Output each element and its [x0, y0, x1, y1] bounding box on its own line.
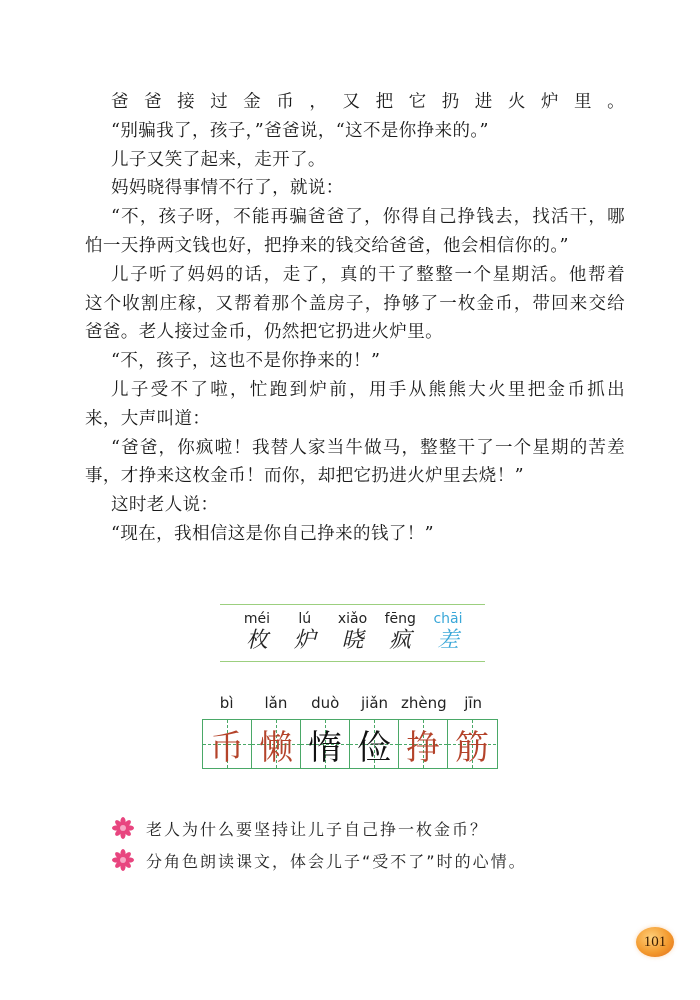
story-passage: [85, 88, 625, 549]
pinyin: jīn: [464, 694, 483, 712]
hanzi: 懒: [259, 727, 293, 768]
text-line: “不，孩子，这也不是你挣来的！”: [111, 351, 381, 372]
pinyin: fēng: [384, 611, 416, 627]
pinyin: lǎn: [264, 694, 288, 712]
page-number: 101: [643, 933, 667, 950]
hanzi: 筋: [455, 727, 489, 768]
hanzi: 炉: [293, 628, 316, 653]
text-line: “现在，我相信这是你自己挣来的钱了！”: [111, 523, 434, 544]
tianzige-grid: [202, 719, 498, 769]
pinyin: méi: [243, 611, 271, 627]
grid-cell: [350, 720, 399, 768]
pinyin: duò: [311, 694, 340, 712]
write-characters-section: [202, 695, 498, 769]
grid-cell: [203, 720, 252, 768]
grid-cell: [448, 720, 496, 768]
text-line: 来，大声叫道：: [85, 408, 211, 429]
vocab-item: [330, 611, 376, 655]
text-line: 儿子受不了啦，忙跑到炉前，用手从熊熊大火里把金币抓出: [111, 379, 625, 400]
divider-bottom: [220, 661, 485, 662]
text-line: 爸爸接过金币，又把它扔进火炉里。: [111, 92, 625, 112]
text-line: 儿子又笑了起来，走开了。: [111, 149, 326, 170]
text-line: 怕一天挣两文钱也好，把挣来的钱交给爸爸，他会相信你的。”: [85, 235, 569, 256]
pinyin: chāi: [433, 611, 463, 627]
question-text: 分角色朗读课文，体会儿子“受不了”时的心情。: [146, 851, 527, 871]
pinyin: bì: [219, 694, 234, 712]
hanzi: 枚: [245, 628, 268, 653]
question-item: [112, 812, 527, 844]
text-line: 儿子听了妈妈的话，走了，真的干了整整一个星期活。他帮着: [111, 264, 625, 285]
pinyin: jiǎn: [361, 694, 389, 712]
text-line: “爸爸，你疯啦！我替人家当牛做马，整整干了一个星期的苦差: [111, 437, 625, 458]
hanzi: 挣: [406, 727, 440, 768]
pinyin: xiǎo: [337, 611, 368, 627]
text-line: 这时老人说：: [111, 495, 219, 516]
page-number-badge: [636, 927, 674, 957]
question-text: 老人为什么要坚持让儿子自己挣一枚金币？: [146, 819, 489, 839]
hanzi: 惰: [308, 727, 342, 768]
text-line: 爸爸。老人接过金币，仍然把它扔进火炉里。: [85, 322, 443, 343]
vocab-item-polyphone: [425, 611, 471, 655]
grid-cell: [252, 720, 301, 768]
hanzi: 俭: [357, 727, 391, 768]
pinyin: zhèng: [401, 694, 447, 712]
text-line: 事，才挣来这枚金币！而你，却把它扔进火炉里去烧！”: [85, 466, 524, 487]
hanzi: 币: [210, 727, 244, 768]
vocab-item: [377, 611, 423, 655]
flower-icon: [112, 849, 134, 871]
text-line: “别骗我了，孩子，”爸爸说，“这不是你挣来的。”: [111, 120, 489, 141]
hanzi: 差: [436, 628, 459, 653]
vocab-item: [234, 611, 280, 655]
pinyin-row: [202, 695, 498, 711]
pinyin: lú: [298, 611, 312, 627]
vocab-item: [282, 611, 328, 655]
grid-cell: [301, 720, 350, 768]
text-line: “不，孩子呀，不能再骗爸爸了，你得自己挣钱去，找活干，哪: [111, 207, 625, 228]
flower-icon: [112, 817, 134, 839]
question-item: [112, 844, 527, 876]
recognize-characters-section: [220, 604, 485, 662]
exercise-questions: [112, 812, 527, 876]
hanzi: 疯: [389, 628, 412, 653]
grid-cell: [399, 720, 448, 768]
hanzi: 晓: [341, 628, 364, 653]
text-line: 妈妈晓得事情不行了，就说：: [111, 178, 344, 199]
text-line: 这个收割庄稼，又帮着那个盖房子，挣够了一枚金币，带回来交给: [85, 293, 625, 314]
